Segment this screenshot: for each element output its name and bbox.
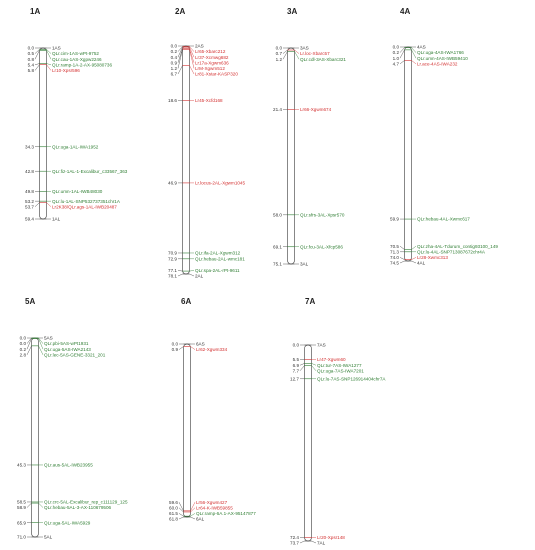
- label-connector: [191, 513, 196, 516]
- marker-label: QLr.lec-5AS-GENE-3321_201: [44, 352, 106, 358]
- marker: [17, 463, 93, 468]
- marker: [273, 212, 345, 217]
- marker: [273, 244, 343, 249]
- marker-position: 71.0: [17, 534, 26, 540]
- marker-label: 6AL: [196, 516, 205, 522]
- marker-position: 0.0: [292, 342, 299, 348]
- marker-label: QLr.ifa-2AL-Xgwm312: [195, 250, 241, 256]
- marker-label: Lr66-Xgwm674: [300, 107, 332, 113]
- marker: [25, 203, 117, 210]
- chromosome-2a: [168, 7, 245, 279]
- marker-label: QLr.zha-4AL-Tdurum_contig93100_149: [417, 243, 498, 249]
- marker-label: Lr56-Xgwm427: [196, 499, 228, 505]
- marker-label: 5AS: [44, 335, 53, 341]
- chromosome-title: 7A: [305, 297, 316, 306]
- marker-position: 1.2: [275, 56, 282, 62]
- marker: [169, 511, 256, 516]
- label-connector: [295, 51, 300, 59]
- arm-end-marker: [169, 517, 205, 522]
- marker: [393, 48, 465, 56]
- label-connector: [39, 338, 44, 344]
- position-connector: [179, 513, 184, 516]
- marker-position: 21.4: [273, 107, 282, 113]
- chromosome-6a: [169, 297, 256, 522]
- marker-label: QLr.tur-7AS-IWA1277: [317, 362, 362, 368]
- arm-end-marker: [390, 261, 426, 266]
- position-connector: [400, 61, 405, 64]
- marker-label: Lr81-Xstar-KASP320: [195, 71, 238, 77]
- marker-position: 59.9: [390, 216, 399, 222]
- position-connector: [400, 261, 405, 263]
- marker-position: 73.7: [290, 540, 299, 546]
- marker-label: QLr.sfrs-3AL-Xpsr570: [300, 212, 345, 218]
- marker-label: QLr.lu-7AS-SNP126914404chr7A: [317, 376, 386, 382]
- marker-position: 53.2: [25, 198, 34, 204]
- marker: [168, 268, 240, 273]
- label-connector: [312, 365, 317, 370]
- marker-label: QLr.umn-4AS-IWB59410: [417, 55, 468, 61]
- marker-label: 4AL: [417, 260, 426, 266]
- chromosome-5a: [17, 297, 128, 540]
- marker-position: 34.3: [25, 144, 34, 150]
- marker-position: 61.8: [169, 516, 178, 522]
- marker-label: Lr.loc-Xbarc57: [300, 51, 330, 57]
- marker-position: 0.0: [171, 341, 178, 347]
- label-connector: [412, 50, 417, 58]
- label-connector: [190, 270, 195, 271]
- marker-position: 5.8: [27, 68, 34, 73]
- marker-label: Lr45-Xcfd168: [195, 97, 223, 103]
- label-connector: [47, 65, 52, 71]
- marker-position: 53.7: [25, 204, 34, 210]
- label-connector: [47, 64, 52, 65]
- marker-label: QLr.umn-1AL-IWB48030: [52, 188, 103, 194]
- label-connector: [191, 502, 196, 511]
- marker-position: 69.1: [273, 244, 282, 250]
- marker-position: 1.0: [392, 55, 399, 61]
- position-connector: [178, 66, 183, 74]
- chromosome-bar: [40, 48, 47, 219]
- chromosome-bar: [32, 338, 39, 537]
- marker-label: 2AS: [195, 43, 204, 49]
- marker-position: 0.5: [27, 51, 34, 57]
- marker-label: Lr17a-Xgwm636: [195, 60, 229, 66]
- marker-position: 74.0: [390, 255, 399, 260]
- marker-label: 3AL: [300, 261, 309, 267]
- marker-label: 7AS: [317, 342, 326, 348]
- chromosome-title: 1A: [30, 7, 41, 16]
- position-connector: [27, 338, 32, 344]
- label-connector: [412, 246, 417, 249]
- marker-position: 0.2: [19, 346, 26, 352]
- position-connector: [300, 365, 305, 370]
- marker-label: LrM-Xgwm512: [195, 66, 225, 71]
- chromosome-title: 2A: [175, 7, 186, 16]
- marker-position: 0.0: [170, 43, 177, 49]
- arm-end-marker: [290, 541, 326, 546]
- marker-position: 12.7: [290, 376, 299, 382]
- marker-label: QLr.crc-5AL-Excalibur_rep_c111129_125: [44, 499, 128, 505]
- marker-position: 78.1: [168, 273, 177, 279]
- label-connector: [412, 261, 417, 263]
- marker-position: 75.1: [273, 261, 282, 267]
- position-connector: [283, 51, 288, 59]
- marker-position: 0.2: [392, 50, 399, 56]
- marker-position: 58.9: [17, 505, 26, 511]
- marker-position: 0.0: [275, 45, 282, 51]
- marker-position: 71.3: [390, 249, 399, 255]
- marker-label: Lr47-Xgwm60: [317, 357, 346, 363]
- marker-label: QLr.spa-2AL-rPt-9611: [195, 268, 240, 273]
- position-connector: [179, 347, 184, 350]
- marker-label: 1AL: [52, 216, 61, 222]
- label-connector: [191, 347, 196, 350]
- marker-label: QLr.hebau-2AL-wmc181: [195, 256, 245, 262]
- marker-position: 6.7: [170, 71, 177, 77]
- marker-position: 1.2: [170, 66, 177, 71]
- marker-position: 77.1: [168, 268, 177, 273]
- chromosome-bar: [305, 345, 312, 541]
- marker: [17, 520, 91, 525]
- marker-label: 7AL: [317, 540, 326, 546]
- chromosome-title: 5A: [25, 297, 36, 306]
- marker-position: 0.0: [19, 335, 26, 341]
- marker-label: QLr.cim-1AS-wPt-9752: [52, 51, 99, 57]
- marker-position: 65.9: [17, 520, 26, 526]
- marker-position: 58.0: [273, 212, 282, 218]
- position-connector: [400, 50, 405, 58]
- marker-position: 74.5: [390, 260, 399, 266]
- marker-position: 2.8: [19, 352, 26, 358]
- marker-position: 0.9: [171, 347, 178, 353]
- marker-position: 60.0: [169, 505, 178, 511]
- marker-position: 4.7: [392, 61, 399, 67]
- label-connector: [412, 61, 417, 64]
- marker-position: 0.9: [170, 60, 177, 66]
- chromosome-3a: [273, 7, 346, 267]
- marker-label: QLr.fcu-3AL-Xfcp586: [300, 244, 343, 250]
- marker-position: 0.0: [27, 45, 34, 51]
- marker-position: 6.9: [292, 362, 299, 368]
- marker-label: 1AS: [52, 45, 61, 51]
- position-connector: [400, 48, 405, 53]
- marker-label: QLr.cau-1AS-Xgpw2246: [52, 56, 102, 62]
- marker-position: 72.4: [290, 535, 299, 540]
- marker-label: 4AS: [417, 44, 426, 50]
- chromosome-bar: [183, 46, 190, 274]
- marker-position: 0.0: [19, 341, 26, 347]
- marker-position: 7.7: [292, 368, 299, 374]
- marker-position: 45.3: [17, 462, 26, 468]
- marker-label: Lr.locus-2AL-Xgwm1045: [195, 180, 246, 186]
- marker-label: Lr10-Xpsr596: [52, 68, 80, 73]
- chromosome-title: 6A: [181, 297, 192, 306]
- chromosome-bar: [288, 48, 295, 264]
- marker-label: Lr.ace-4AS-IWA232: [417, 61, 458, 67]
- marker-label: QLr.fiz-1AL-1-Excalibur_c33567_363: [52, 168, 128, 174]
- marker-label: QLr.uga-5AL-IWA5929: [44, 520, 91, 526]
- chromosome-1a: [25, 7, 128, 222]
- marker-label: QLr.aus-5AL-IWB23955: [44, 462, 93, 468]
- label-connector: [190, 66, 195, 74]
- position-connector: [35, 203, 40, 207]
- marker-label: 6AS: [196, 341, 205, 347]
- marker-label: QLr.uga-5AS-IWA2143: [44, 346, 91, 352]
- marker-label: QLr.uga-1AL-IWA1952: [52, 144, 99, 150]
- label-connector: [47, 203, 52, 207]
- marker-position: 5.4: [27, 62, 34, 68]
- marker: [393, 61, 458, 67]
- marker-position: 0.7: [275, 51, 282, 57]
- marker: [293, 357, 346, 362]
- marker: [168, 98, 223, 103]
- marker-position: 59.6: [169, 499, 178, 505]
- marker-label: Lr62-Xgwm334: [196, 347, 228, 353]
- marker-label: QLr.uga-7AS-IWA7201: [317, 368, 364, 374]
- marker-position: 70.5: [390, 243, 399, 249]
- marker: [172, 347, 228, 353]
- marker-position: 49.8: [25, 188, 34, 194]
- label-connector: [295, 50, 300, 54]
- marker: [168, 181, 245, 186]
- marker: [390, 217, 470, 222]
- label-connector: [412, 48, 417, 53]
- marker: [290, 535, 345, 540]
- marker-label: QLr.lu-1AL-SNP532737351chr1A: [52, 198, 120, 204]
- marker-label: QLr.cdl-3AS-Xbarc321: [300, 56, 346, 62]
- label-connector: [191, 517, 196, 519]
- marker-label: Lr20-Xpsr148: [317, 535, 345, 540]
- marker: [25, 144, 99, 149]
- position-connector: [400, 257, 405, 259]
- position-connector: [178, 274, 183, 276]
- position-connector: [35, 65, 40, 71]
- marker: [273, 107, 332, 112]
- marker-label: Lr37-Xcmwg682: [195, 54, 229, 60]
- label-connector: [312, 541, 317, 543]
- marker-position: 59.4: [25, 216, 34, 222]
- marker-position: 61.5: [169, 511, 178, 516]
- marker-label: QLr.uga-4AS-IWA1766: [417, 50, 464, 56]
- marker-position: 42.8: [25, 168, 34, 174]
- marker: [276, 50, 330, 56]
- marker-position: 70.9: [168, 250, 177, 256]
- chromosome-7a: [290, 297, 386, 546]
- marker-label: QLr.ramp-6A.1-AX-95147877: [196, 511, 256, 516]
- marker-label: 3AS: [300, 45, 309, 51]
- marker-position: 72.9: [168, 256, 177, 262]
- marker-label: QLr.hebau-4AL-Xwmc617: [417, 216, 470, 222]
- chromosome-title: 4A: [400, 7, 411, 16]
- position-connector: [283, 50, 288, 54]
- marker-position: 46.9: [168, 180, 177, 186]
- label-connector: [190, 274, 195, 276]
- marker: [390, 255, 448, 260]
- marker-label: 2AL: [195, 273, 204, 279]
- marker-label: QLr.ramp-1A-2-AX-95080736: [52, 62, 113, 68]
- marker-label: 5AL: [44, 534, 53, 540]
- marker: [168, 251, 241, 256]
- label-connector: [39, 503, 44, 507]
- chromosome-4a: [390, 7, 498, 266]
- label-connector: [412, 257, 417, 259]
- chromosome-title: 3A: [287, 7, 298, 16]
- marker-label: QLr.lu-4AL-SNP713087672chr4A: [417, 249, 485, 255]
- marker-label: Lr28-Xwmc313: [417, 255, 448, 260]
- marker-label: Lr65-Xbarc212: [195, 49, 226, 55]
- position-connector: [300, 541, 305, 543]
- marker-position: 0.4: [170, 54, 177, 60]
- marker-label: QLr.pbi-5AS-wPt1931: [44, 341, 89, 347]
- position-connector: [300, 363, 305, 365]
- position-connector: [178, 270, 183, 271]
- position-connector: [35, 64, 40, 65]
- chromosome-bar: [405, 47, 412, 261]
- marker-position: 58.5: [17, 499, 26, 505]
- marker-label: QLr.hebau-5AL-3-AX-110679506: [44, 505, 112, 511]
- marker: [168, 256, 245, 261]
- marker: [25, 189, 103, 194]
- position-connector: [27, 503, 32, 507]
- marker-label: Lr64-K-IWB59855: [196, 505, 233, 511]
- position-connector: [400, 246, 405, 249]
- marker-label: Lr2K38/QLr.ags-1AL-IWB20487: [52, 204, 117, 210]
- marker-position: 18.6: [168, 97, 177, 103]
- chromosome-bar: [184, 344, 191, 517]
- label-connector: [312, 363, 317, 365]
- position-connector: [179, 517, 184, 519]
- marker-position: 0.8: [27, 56, 34, 62]
- arm-end-marker: [168, 274, 204, 279]
- marker-position: 0.2: [170, 49, 177, 55]
- marker-position: 0.0: [392, 44, 399, 50]
- marker-position: 5.5: [292, 357, 299, 363]
- position-connector: [179, 502, 184, 511]
